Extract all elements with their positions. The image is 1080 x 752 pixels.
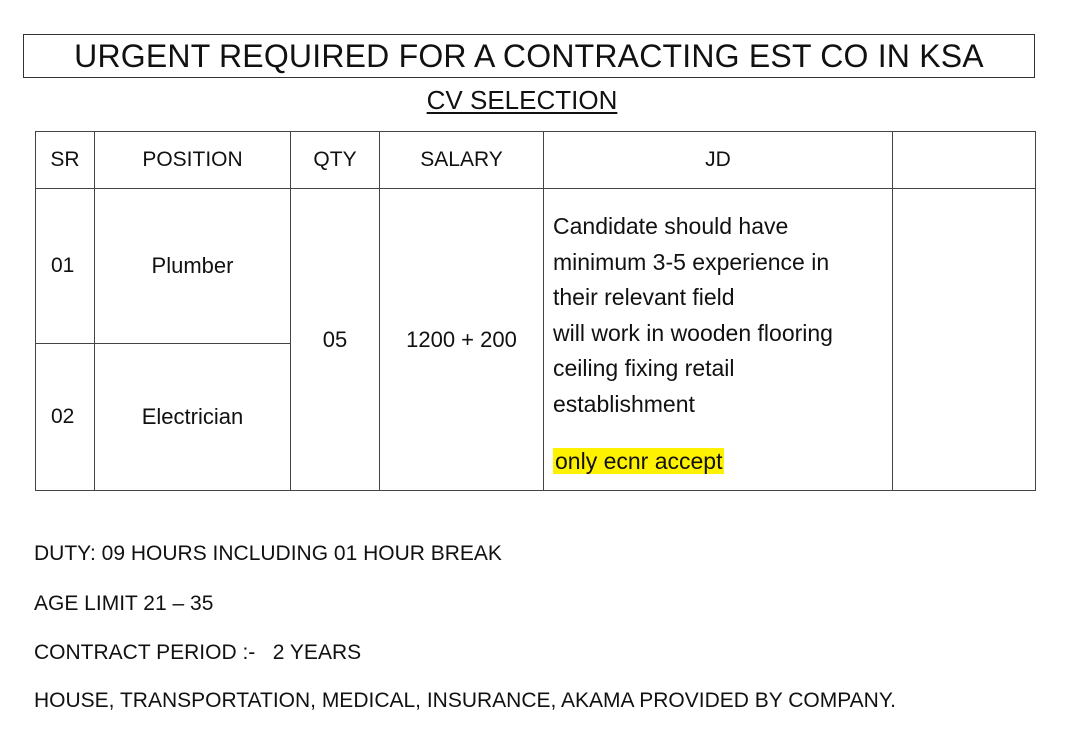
header-sr: SR — [36, 132, 95, 189]
page-subtitle: CV SELECTION — [426, 85, 618, 115]
page-title: URGENT REQUIRED FOR A CONTRACTING EST CO IN KSA — [23, 34, 1035, 78]
header-qty: QTY — [291, 132, 380, 189]
jd-highlight-line — [553, 444, 882, 480]
header-jd: JD — [544, 132, 893, 189]
age-limit-line: AGE LIMIT 21 – 35 — [34, 592, 214, 615]
jd-text-line: minimum 3-5 experience in — [553, 248, 830, 275]
empty-cell — [893, 189, 1036, 491]
jd-text-line: Candidate should have — [553, 213, 789, 239]
contract-period-line: CONTRACT PERIOD :- 2 YEARS — [34, 641, 362, 664]
row-sr: 01 — [36, 189, 95, 344]
table-header-row — [36, 132, 1036, 189]
jd-text-line: establishment — [553, 390, 695, 417]
qty-cell: 05 — [291, 189, 380, 491]
table-row — [36, 189, 1036, 344]
row-sr: 02 — [36, 344, 95, 491]
header-position: POSITION — [95, 132, 291, 189]
jd-text-line: their relevant field — [553, 284, 735, 310]
jd-cell — [544, 189, 893, 491]
row-position: Electrician — [95, 344, 291, 491]
jd-text-line: will work in wooden flooring — [553, 319, 833, 346]
jd-spacer — [553, 422, 882, 444]
header-salary: SALARY — [380, 132, 544, 189]
jd-text-line: ceiling fixing retail — [553, 355, 735, 381]
row-position: Plumber — [95, 189, 291, 344]
highlighted-note: only ecnr accept — [555, 448, 723, 474]
duty-line: DUTY: 09 HOURS INCLUDING 01 HOUR BREAK — [34, 542, 502, 565]
jobs-table — [35, 131, 1036, 491]
salary-cell: 1200 + 200 — [380, 189, 544, 491]
header-empty — [893, 132, 1036, 189]
benefits-line: HOUSE, TRANSPORTATION, MEDICAL, INSURANCE, AKAMA PROVIDED BY COMPANY. — [34, 689, 896, 712]
